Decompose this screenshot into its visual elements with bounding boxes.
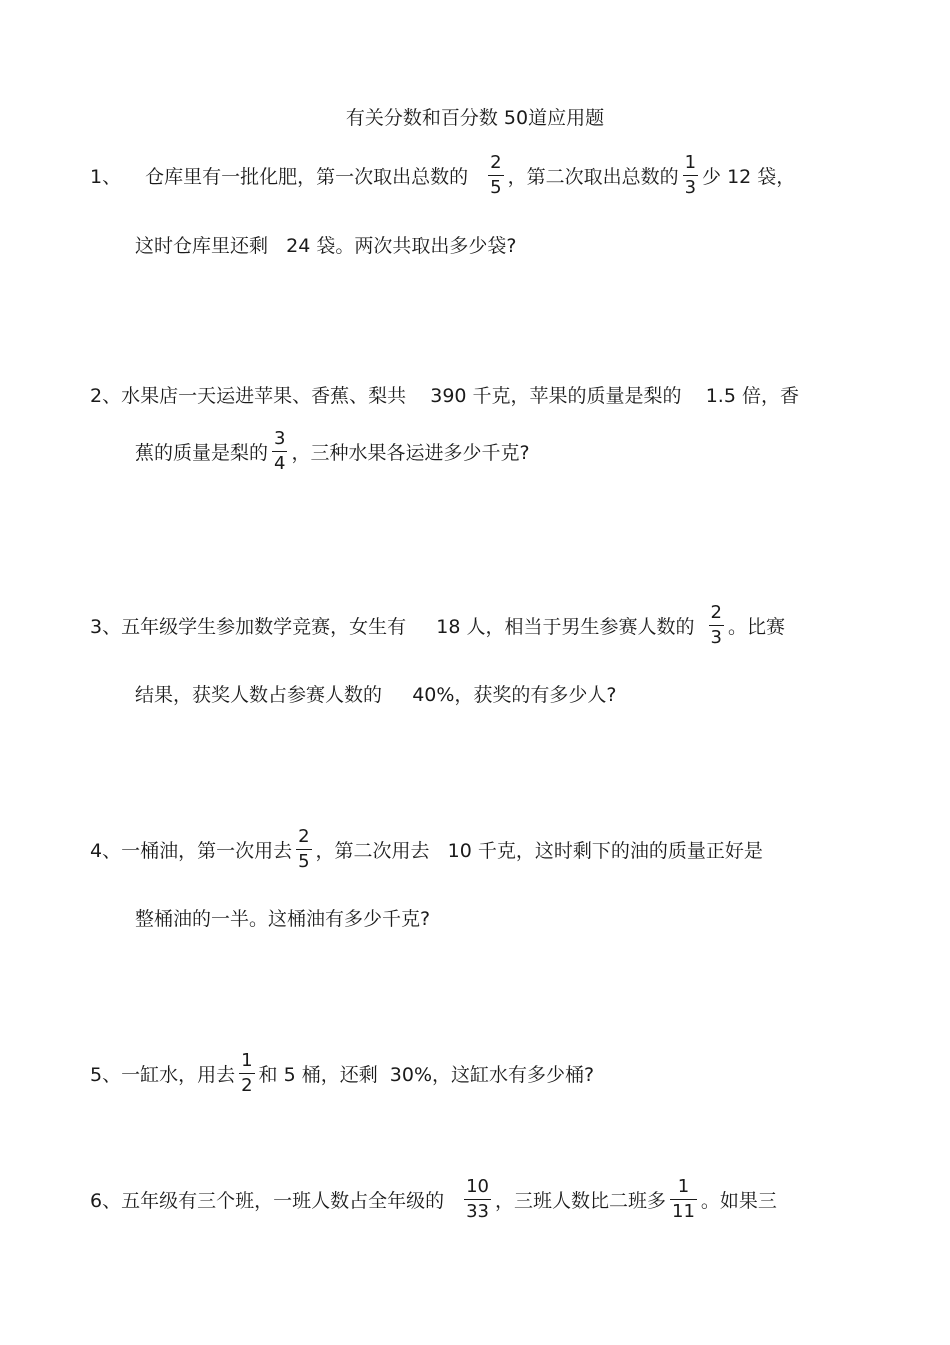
fraction-2-3: $\frac{2}{3}$ bbox=[710, 602, 722, 648]
fraction-1-11: $\frac{1}{11}$ bbox=[672, 1176, 695, 1222]
page-title: 有关分数和百分数 50道应用题 bbox=[345, 107, 605, 129]
problem-5-line-1 bbox=[90, 1052, 594, 1095]
problem-1-text-c: 少 12 袋， bbox=[702, 166, 796, 188]
problem-2-line-1: 2、水果店一天运进苹果、香蕉、梨共 390 千克，苹果的质量是梨的 1.5 倍，香 bbox=[90, 385, 799, 407]
problem-4-text-b: ，第二次用去 10 千克，这时剩下的油的质量正好是 bbox=[315, 840, 763, 862]
problem-2-line-2 bbox=[135, 430, 530, 473]
problem-2-text-a: 蕉的质量是梨的 bbox=[135, 442, 269, 464]
problem-1-line-2: 这时仓库里还剩 24 袋。两次共取出多少袋? bbox=[135, 235, 517, 257]
problem-2-text-b: ，三种水果各运进多少千克? bbox=[291, 442, 530, 464]
problem-5-text-a: 5、一缸水，用去 bbox=[90, 1064, 236, 1086]
problem-3-text-b: 。比赛 bbox=[727, 616, 785, 638]
problem-3-text-a: 3、五年级学生参加数学竞赛，女生有 18 人，相当于男生参赛人数的 bbox=[90, 616, 695, 638]
fraction-1-2: $\frac{1}{2}$ bbox=[241, 1050, 253, 1096]
fraction-1-3: $\frac{1}{3}$ bbox=[684, 152, 697, 198]
problem-6-text-b: ，三班人数比二班多 bbox=[495, 1190, 667, 1212]
problem-4-line-1 bbox=[90, 828, 763, 871]
fraction-2-5: $\frac{2}{5}$ bbox=[490, 152, 502, 198]
fraction-10-33: $\frac{10}{33}$ bbox=[466, 1176, 489, 1222]
problem-4-line-2: 整桶油的一半。这桶油有多少千克? bbox=[135, 908, 431, 930]
fraction-3-4: $\frac{3}{4}$ bbox=[274, 428, 286, 474]
problem-1-number: 1、 bbox=[90, 166, 122, 188]
problem-1-text-b: ，第二次取出总数的 bbox=[507, 166, 679, 188]
problem-6-line-1 bbox=[90, 1178, 777, 1221]
fraction-2-5-b: $\frac{2}{5}$ bbox=[298, 826, 310, 872]
problem-1-line-1 bbox=[90, 154, 795, 197]
problem-1-text-a: 仓库里有一批化肥，第一次取出总数的 bbox=[145, 166, 469, 188]
problem-3-line-1 bbox=[90, 604, 785, 647]
problem-6-text-a: 6、五年级有三个班，一班人数占全年级的 bbox=[90, 1190, 445, 1212]
problem-6-text-c: 。如果三 bbox=[700, 1190, 777, 1212]
problem-4-text-a: 4、一桶油，第一次用去 bbox=[90, 840, 293, 862]
problem-5-text-b: 和 5 桶，还剩 30%，这缸水有多少桶? bbox=[258, 1064, 595, 1086]
problem-3-line-2: 结果，获奖人数占参赛人数的 40%，获奖的有多少人? bbox=[135, 684, 617, 706]
